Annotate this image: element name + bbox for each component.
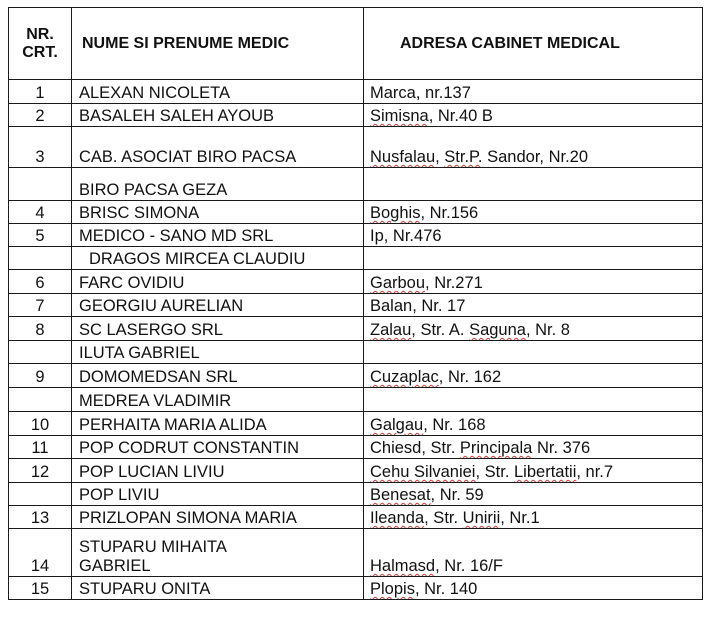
row-name: MEDREA VLADIMIR — [72, 388, 364, 412]
row-name: DOMOMEDSAN SRL — [72, 364, 364, 388]
row-address — [364, 436, 703, 459]
row-address — [364, 459, 703, 483]
table-row — [9, 529, 703, 577]
row-nr: 4 — [9, 201, 72, 224]
row-address — [364, 506, 703, 529]
address-locality: Chiesd — [370, 439, 422, 457]
address-street: Unirii — [462, 509, 501, 527]
address-detail: , Nr. 16/F — [435, 557, 503, 575]
address-locality: Ileanda — [370, 509, 425, 527]
address-locality: Cuzaplac — [370, 368, 439, 386]
row-name: ILUTA GABRIEL — [72, 341, 364, 364]
row-name: BRISC SIMONA — [72, 201, 364, 224]
row-nr: 5 — [9, 224, 72, 247]
row-nr: 9 — [9, 364, 72, 388]
row-address — [364, 270, 703, 294]
row-address — [364, 80, 703, 104]
address-detail: , Nr. 140 — [414, 580, 478, 598]
table-row — [9, 224, 703, 247]
row-nr: 13 — [9, 506, 72, 529]
address-detail: , Nr.476 — [383, 227, 442, 245]
table-row — [9, 483, 703, 506]
address-street: Saguna — [469, 321, 526, 339]
row-name: STUPARU ONITA — [72, 577, 364, 600]
row-nr: 15 — [9, 577, 72, 600]
row-name-line2: GABRIEL — [79, 557, 151, 575]
row-address — [364, 317, 703, 341]
table-row — [9, 270, 703, 294]
row-nr — [9, 388, 72, 412]
address-detail: , Str. — [424, 509, 463, 527]
header-nr-line2: CRT. — [22, 43, 58, 61]
row-name: FARC OVIDIU — [72, 270, 364, 294]
row-nr: 6 — [9, 270, 72, 294]
address-detail: , nr.137 — [415, 84, 471, 102]
address-locality: Halmasd — [370, 557, 436, 575]
row-name: BASALEH SALEH AYOUB — [72, 104, 364, 127]
table-row — [9, 80, 703, 104]
row-name-line1: STUPARU MIHAITA — [79, 538, 227, 556]
table-row — [9, 168, 703, 201]
address-detail: , Str. A. — [411, 321, 470, 339]
row-name — [72, 529, 364, 577]
header-nr-crt — [9, 8, 72, 80]
address-street: Principala — [459, 439, 533, 457]
row-address — [364, 104, 703, 127]
table-row — [9, 104, 703, 127]
row-nr: 8 — [9, 317, 72, 341]
row-nr: 2 — [9, 104, 72, 127]
row-name: POP LIVIU — [72, 483, 364, 506]
table-row — [9, 388, 703, 412]
row-address — [364, 577, 703, 600]
address-locality: Ip — [370, 227, 384, 245]
row-name: MEDICO - SANO MD SRL — [72, 224, 364, 247]
row-name: ALEXAN NICOLETA — [72, 80, 364, 104]
doctors-table — [8, 7, 703, 600]
address-locality: Zalau — [370, 321, 412, 339]
row-address — [364, 294, 703, 317]
row-name: POP LUCIAN LIVIU — [72, 459, 364, 483]
address-detail: , Nr. 168 — [423, 416, 486, 434]
address-detail: , Nr.156 — [420, 204, 479, 222]
row-name: PRIZLOPAN SIMONA MARIA — [72, 506, 364, 529]
row-address — [364, 341, 703, 364]
address-locality: Galgau — [370, 416, 424, 434]
address-detail: , — [435, 148, 445, 166]
row-address — [364, 364, 703, 388]
row-nr: 11 — [9, 436, 72, 459]
address-locality: Garbou — [370, 274, 426, 292]
row-address — [364, 247, 703, 270]
address-locality: Cehu Silvaniei — [370, 463, 476, 481]
table-row — [9, 247, 703, 270]
row-name: POP CODRUT CONSTANTIN — [72, 436, 364, 459]
row-name: DRAGOS MIRCEA CLAUDIU — [72, 247, 364, 270]
address-detail: , Nr.40 B — [428, 107, 493, 125]
row-name: SC LASERGO SRL — [72, 317, 364, 341]
row-address — [364, 127, 703, 168]
address-street: Str.P. — [444, 148, 483, 166]
table-row — [9, 294, 703, 317]
row-address — [364, 412, 703, 436]
header-name: NUME SI PRENUME MEDIC — [72, 8, 364, 80]
address-number: , Nr. 8 — [525, 321, 570, 339]
table-row — [9, 412, 703, 436]
address-detail: , Str. — [421, 439, 460, 457]
row-address — [364, 224, 703, 247]
row-address — [364, 168, 703, 201]
table-row — [9, 127, 703, 168]
row-address — [364, 201, 703, 224]
row-nr: 7 — [9, 294, 72, 317]
table-row — [9, 577, 703, 600]
address-detail: , Nr. 17 — [412, 297, 466, 315]
address-locality: Benesat — [370, 486, 431, 504]
header-address: ADRESA CABINET MEDICAL — [364, 8, 703, 80]
table-row — [9, 506, 703, 529]
table-row — [9, 341, 703, 364]
address-locality: Plopis — [370, 580, 415, 598]
row-name: BIRO PACSA GEZA — [72, 168, 364, 201]
table-row — [9, 317, 703, 341]
address-number: Sandor, Nr.20 — [482, 148, 589, 166]
row-name: PERHAITA MARIA ALIDA — [72, 412, 364, 436]
row-address — [364, 388, 703, 412]
row-nr: 1 — [9, 80, 72, 104]
row-nr: 3 — [9, 127, 72, 168]
table-row — [9, 436, 703, 459]
row-name: GEORGIU AURELIAN — [72, 294, 364, 317]
address-street: Libertatii — [514, 463, 577, 481]
table-row — [9, 201, 703, 224]
address-locality: Simisna — [370, 107, 429, 125]
row-address — [364, 529, 703, 577]
address-locality: Boghis — [370, 204, 421, 222]
address-detail: , Str. — [475, 463, 514, 481]
address-number: Nr. 376 — [532, 439, 591, 457]
table-row — [9, 364, 703, 388]
row-nr — [9, 168, 72, 201]
row-nr — [9, 247, 72, 270]
row-nr — [9, 483, 72, 506]
address-detail: , Nr. 162 — [438, 368, 502, 386]
row-nr — [9, 341, 72, 364]
row-name: CAB. ASOCIAT BIRO PACSA — [72, 127, 364, 168]
row-address — [364, 483, 703, 506]
address-detail: , Nr.271 — [425, 274, 483, 292]
address-locality: Nusfalau — [370, 148, 436, 166]
address-locality: Balan — [370, 297, 413, 315]
address-detail: , Nr. 59 — [430, 486, 484, 504]
table-row — [9, 459, 703, 483]
row-nr: 14 — [9, 529, 72, 577]
address-number: , nr.7 — [576, 463, 614, 481]
address-number: , Nr.1 — [500, 509, 540, 527]
row-nr: 10 — [9, 412, 72, 436]
header-nr-line1: NR. — [26, 25, 54, 43]
address-locality: Marca — [370, 84, 416, 102]
row-nr: 12 — [9, 459, 72, 483]
header-row — [9, 8, 703, 80]
